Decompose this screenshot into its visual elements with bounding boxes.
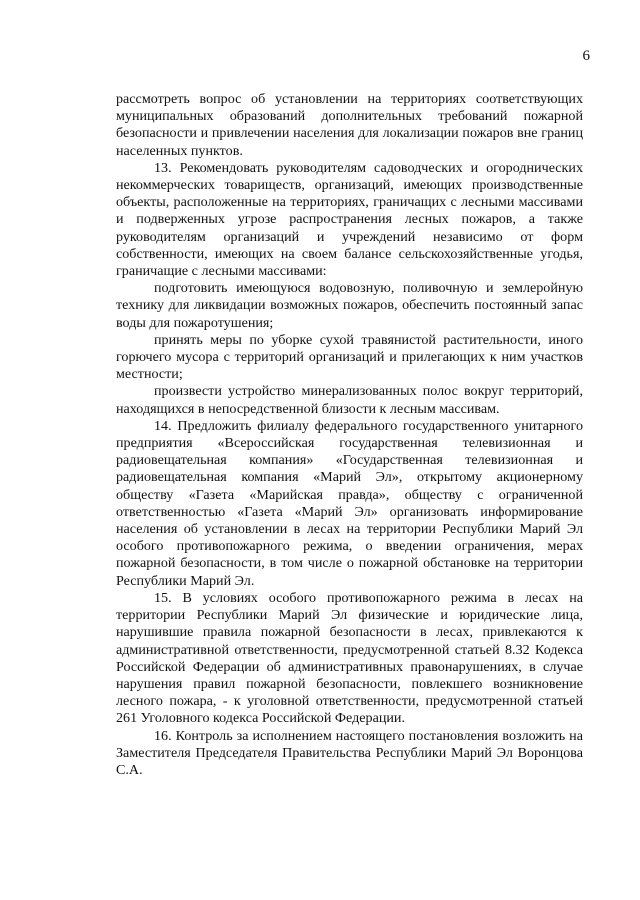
paragraph-subitem-firebreaks: произвести устройство минерализованных полос вокруг территорий, находящихся в непосредственной близости к лесным массивам. [116,383,583,417]
paragraph-item-14: 14. Предложить филиалу федерального государственного унитарного предприятия «Всероссийская государственная телевизионная и радиовещательная компания» «Государственная телевизионная и радиовещательная компания «Марий Эл», открытому акционерному обществу «Газета «Марийская правда», обществу с ограниченной ответственностью «Газета «Марий Эл» организовать информирование населения об установлении в лесах на территории Республики Марий Эл особого противопожарного режима, о введении ограничения, мерах пожарной безопасности, в том числе о пожарной обстановке на территории Республики Марий Эл. [116,417,583,589]
paragraph-continuation: рассмотреть вопрос об установлении на территориях соответствующих муниципальных образований дополнительных требований пожарной безопасности и привлечении населения для локализации пожаров вне границ населенных пунктов. [116,91,583,159]
page-number: 6 [582,48,590,64]
document-body [116,91,583,779]
paragraph-subitem-cleanup: принять меры по уборке сухой травянистой растительности, иного горючего мусора с территорий организаций и прилегающих к ним участков местности; [116,331,583,383]
paragraph-subitem-water: подготовить имеющуюся водовозную, поливочную и землеройную технику для ликвидации возможных пожаров, обеспечить постоянный запас воды для пожаротушения; [116,280,583,331]
paragraph-item-16: 16. Контроль за исполнением настоящего постановления возложить на Заместителя Председателя Правительства Республики Марий Эл Воронцова С.А. [116,727,583,778]
paragraph-item-15: 15. В условиях особого противопожарного режима в лесах на территории Республики Марий Эл физические и юридические лица, нарушившие правила пожарной безопасности в лесах, привлекаются к административной ответственности, предусмотренной статьей 8.32 Кодекса Российской Федерации об административных правонарушениях, в случае нарушения правил пожарной безопасности, повлекшего возникновение лесного пожара, - к уголовной ответственности, предусмотренной статьей 261 Уголовного кодекса Российской Федерации. [116,589,583,727]
paragraph-item-13: 13. Рекомендовать руководителям садоводческих и огороднических некоммерческих товариществ, организаций, имеющих производственные объекты, расположенные на территориях, граничащих с лесными массивами и подверженных угрозе распространения лесных пожаров, а также руководителям организаций и учреждений независимо от форм собственности, имеющих на своем балансе сельскохозяйственные угодья, граничащие с лесными массивами: [116,159,583,280]
